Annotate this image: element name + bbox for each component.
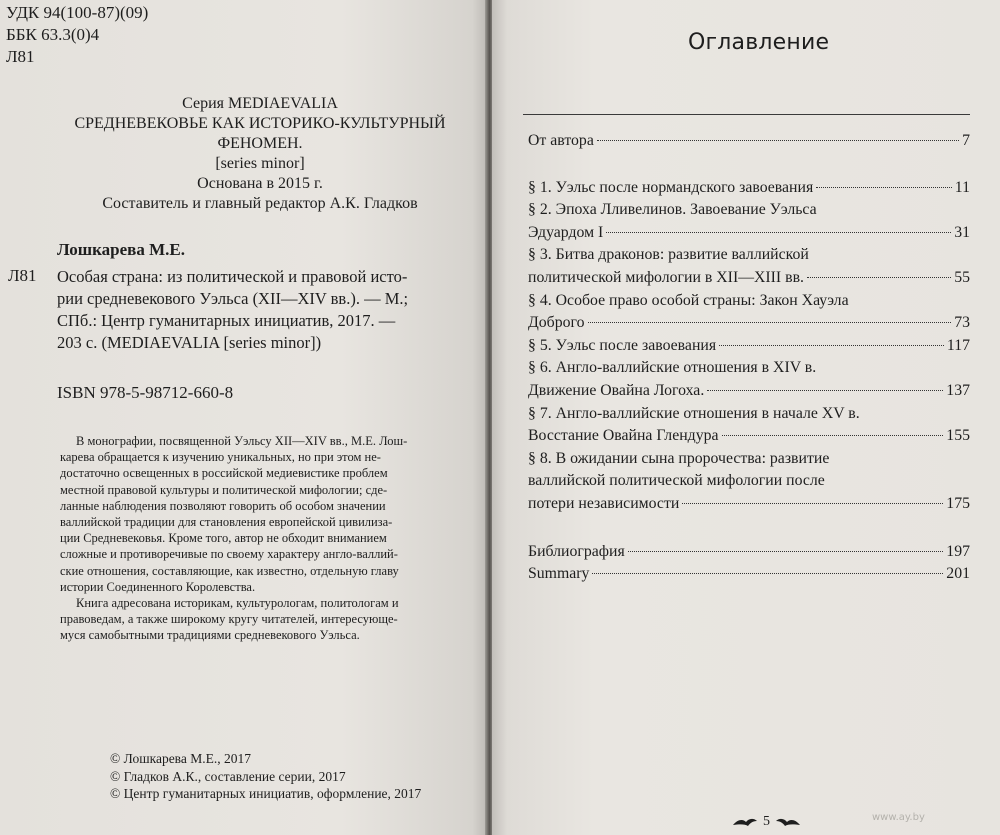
- toc-entry-row: [528, 425, 970, 448]
- toc-page-number: 73: [954, 314, 970, 332]
- toc-page-number: 55: [954, 268, 970, 286]
- toc-divider: [523, 114, 970, 115]
- toc-leader-dots: [722, 435, 944, 436]
- bbk-code: ББК 63.3(0)4: [6, 25, 100, 44]
- abstract-line: правоведам, а также широкому кругу читателей, интересующе-: [60, 612, 398, 627]
- abstract-line: муся самобытными традициями средневекового Уэльса.: [60, 628, 360, 643]
- abstract-line: истории Соединенного Королевства.: [60, 579, 256, 594]
- toc-entry: [528, 541, 970, 564]
- toc-entry-title: § 1. Уэльс после нормандского завоевания: [528, 178, 814, 196]
- toc-entry-line: § 4. Особое право особой страны: Закон Хауэла: [528, 291, 849, 309]
- toc-leader-dots: [592, 573, 943, 574]
- bib-line: СПб.: Центр гуманитарных инициатив, 2017. —: [57, 311, 396, 330]
- toc-title: Оглавление: [688, 30, 830, 55]
- toc-entry-title: Доброго: [528, 314, 585, 332]
- copyright-line: © Лошкарева М.Е., 2017: [110, 751, 251, 766]
- toc-entry-title: От автора: [528, 132, 594, 149]
- toc-entry: [528, 244, 970, 289]
- toc-entry-line: § 6. Англо-валлийские отношения в XIV в.: [528, 359, 817, 377]
- series-block: [40, 94, 480, 214]
- bib-line: рии средневекового Уэльса (XII—XIV вв.). — М.;: [57, 289, 409, 308]
- abstract-line: валлийской традиции для становления европейской цивилиза-: [60, 515, 393, 530]
- toc-page-number: 117: [946, 336, 970, 354]
- toc-entry-title: политической мифологии в XII—XIII вв.: [528, 268, 805, 286]
- toc-entry-line: § 3. Битва драконов: развитие валлийской: [528, 246, 809, 264]
- toc-entry: [528, 357, 970, 402]
- abstract-line: местной правовой культуры и политической мифологии; сде-: [60, 482, 388, 497]
- fleuron-ornament-icon: [775, 816, 801, 828]
- toc-entry-title: § 5. Уэльс после завоевания: [528, 336, 717, 354]
- toc-entry-row: [528, 312, 970, 335]
- series-line: Серия MEDIAEVALIA: [182, 95, 338, 112]
- page-number-value: 5: [763, 814, 770, 829]
- toc-page-number: 175: [946, 494, 970, 512]
- copyright-block: [110, 750, 421, 803]
- toc-page-number: 7: [962, 132, 970, 149]
- series-line: ФЕНОМЕН.: [217, 135, 303, 152]
- table-of-contents: [528, 130, 970, 586]
- copyright-line: © Центр гуманитарных инициатив, оформление, 2017: [110, 786, 422, 801]
- toc-entry-title: Движение Овайна Логоха.: [528, 381, 705, 399]
- toc-entry-row: [528, 222, 970, 245]
- toc-entry-line: § 7. Англо-валлийские отношения в начале XV в.: [528, 404, 860, 422]
- abstract-line: ции Средневековья. Кроме того, автор не обходит вниманием: [60, 531, 387, 546]
- toc-page-number: 11: [954, 178, 970, 196]
- toc-entry-line: валлийской политической мифологии после: [528, 472, 825, 490]
- isbn: ISBN 978-5-98712-660-8: [57, 383, 234, 402]
- library-code: Л81: [8, 266, 37, 285]
- series-line: Составитель и главный редактор А.К. Гладков: [102, 195, 418, 212]
- author-mark: Л81: [6, 47, 35, 66]
- toc-entry: [528, 199, 970, 244]
- book-author: Лошкарева М.Е.: [57, 240, 185, 259]
- toc-entry-row: [528, 267, 970, 290]
- abstract: [60, 433, 480, 644]
- toc-entry-title: Библиография: [528, 542, 625, 560]
- classification-codes: [6, 2, 148, 68]
- toc-page-number: 31: [954, 223, 970, 241]
- toc-entry: [528, 130, 970, 153]
- toc-entry-row: [528, 541, 970, 564]
- toc-entry-row: [528, 563, 970, 586]
- toc-entry: [528, 403, 970, 448]
- toc-entry-row: [528, 177, 970, 200]
- series-line: [series minor]: [215, 155, 305, 172]
- toc-entry-row: [528, 130, 970, 153]
- fleuron-ornament-icon: [732, 816, 758, 828]
- toc-entry-line: § 8. В ожидании сына пророчества: развитие: [528, 449, 830, 467]
- toc-entry-row: [528, 335, 970, 358]
- bib-line: Особая страна: из политической и правовой исто-: [57, 267, 408, 286]
- toc-entry-title: Summary: [528, 565, 590, 583]
- bib-line: 203 с. (MEDIAEVALIA [series minor]): [57, 333, 322, 352]
- series-line: Основана в 2015 г.: [197, 175, 323, 192]
- abstract-line: карева обращается к изучению уникальных, но при этом не-: [60, 450, 381, 465]
- toc-entry-title: потери независимости: [528, 494, 680, 512]
- toc-page-number: 197: [946, 542, 970, 560]
- toc-entry-title: Эдуардом I: [528, 223, 604, 241]
- toc-page-number: 201: [946, 565, 970, 583]
- toc-spacer: [528, 516, 970, 541]
- toc-leader-dots: [597, 140, 959, 141]
- toc-entry-row: [528, 380, 970, 403]
- series-line: СРЕДНЕВЕКОВЬЕ КАК ИСТОРИКО-КУЛЬТУРНЫЙ: [74, 115, 446, 132]
- udk-code: УДК 94(100-87)(09): [6, 3, 149, 22]
- watermark: www.ay.by: [872, 812, 925, 823]
- page-number: [732, 814, 801, 830]
- toc-page-number: 155: [946, 427, 970, 445]
- toc-leader-dots: [628, 551, 944, 552]
- abstract-line: В монографии, посвященной Уэльсу XII—XIV вв., М.Е. Лош-: [76, 434, 408, 448]
- bibliographic-description: [57, 266, 477, 354]
- toc-entry: [528, 563, 970, 586]
- toc-leader-dots: [816, 187, 952, 188]
- toc-entry: [528, 290, 970, 335]
- toc-entry: [528, 448, 970, 516]
- toc-entry: [528, 335, 970, 358]
- toc-spacer: [528, 153, 970, 177]
- toc-entry-row: [528, 493, 970, 516]
- toc-leader-dots: [807, 277, 951, 278]
- toc-leader-dots: [707, 390, 943, 391]
- toc-page-number: 137: [946, 381, 970, 399]
- toc-leader-dots: [719, 345, 944, 346]
- toc-leader-dots: [606, 232, 951, 233]
- toc-entry: [528, 177, 970, 200]
- abstract-line: достаточно освещенных в российской медиевистике проблем: [60, 466, 388, 481]
- abstract-line: сложные и противоречивые по своему характеру англо-валлий-: [60, 547, 398, 562]
- toc-entry-title: Восстание Овайна Глендура: [528, 427, 719, 445]
- left-page: [0, 0, 487, 835]
- toc-leader-dots: [682, 503, 943, 504]
- abstract-line: Книга адресована историкам, культурологам, политологам и: [76, 596, 399, 611]
- abstract-line: ланные наблюдения позволяют говорить об особом значении: [60, 498, 386, 513]
- copyright-line: © Гладков А.К., составление серии, 2017: [110, 768, 346, 784]
- toc-entry-line: § 2. Эпоха Лливелинов. Завоевание Уэльса: [528, 201, 817, 219]
- abstract-line: ские отношения, составляющие, как известно, отдельную главу: [60, 563, 399, 578]
- toc-leader-dots: [588, 322, 952, 323]
